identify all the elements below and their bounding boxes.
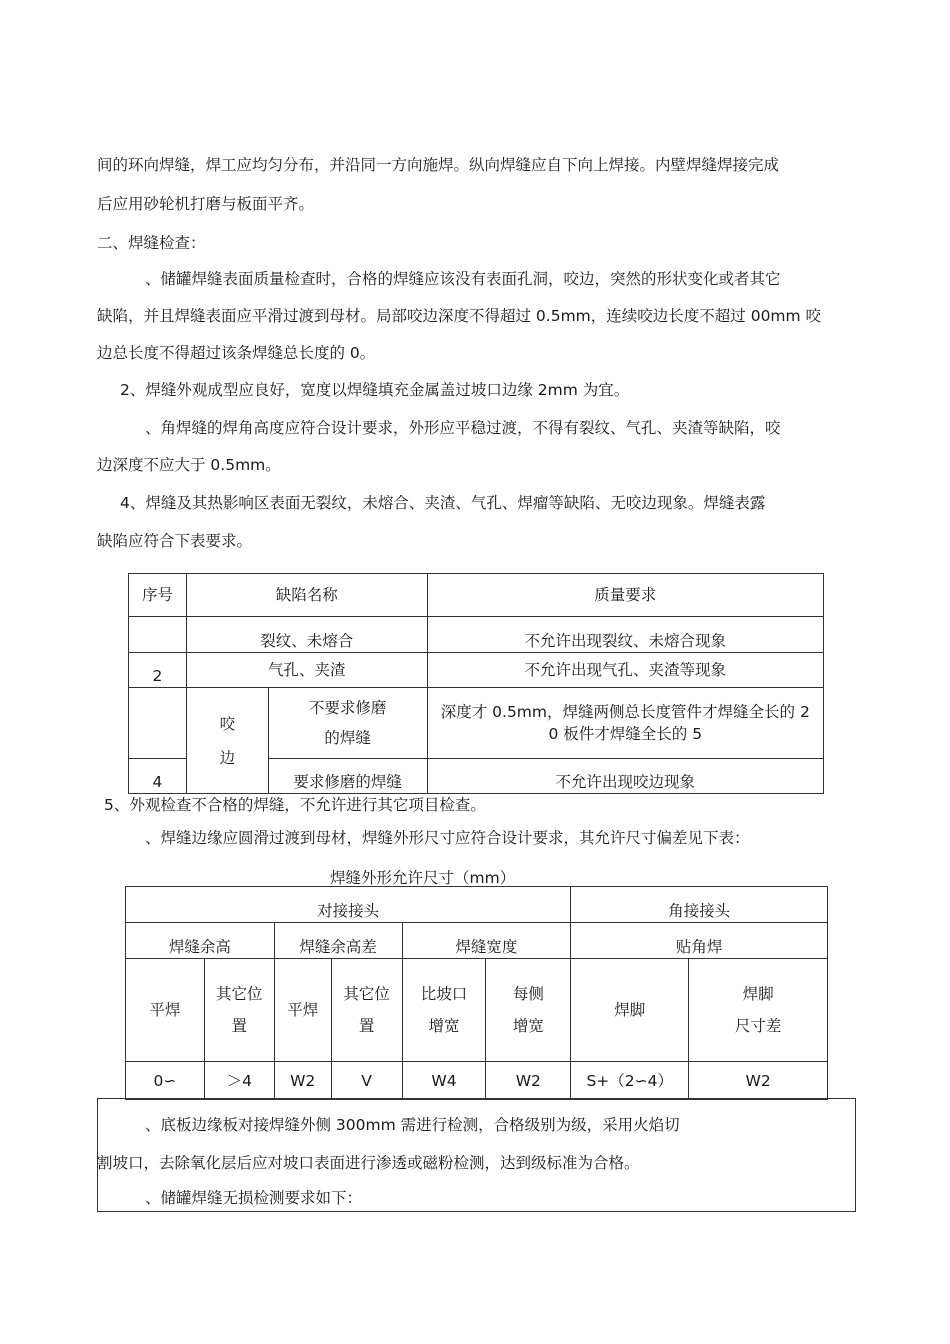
undercut-label-bottom: 边 [219, 748, 236, 767]
body-text-line: 边总长度不得超过该条焊缝总长度的 0。 [97, 344, 376, 362]
cell-line: 焊脚 [742, 985, 774, 1003]
table-cell: W2 [486, 1062, 571, 1100]
undercut-label [186, 688, 268, 794]
table-cell: ＞4 [204, 1062, 274, 1100]
cell-line: 0 板件才焊缝全长的 5 [548, 725, 703, 743]
col-header: 平焊 [274, 959, 331, 1062]
table-cell: 4 [129, 759, 187, 794]
size-table [125, 886, 828, 1100]
col-header [486, 959, 571, 1062]
body-text-line: 、储罐焊缝无损检测要求如下： [145, 1189, 363, 1207]
cell-line: 其它位 [216, 985, 263, 1003]
table-cell: V [331, 1062, 402, 1100]
col-header: 平焊 [126, 959, 205, 1062]
fillet-header: 贴角焊 [571, 923, 828, 959]
body-text-line: 间的环向焊缝，焊工应均匀分布，并沿同一方向施焊。纵向焊缝应自下向上焊接。内壁焊缝焊接完成 [97, 156, 780, 174]
col-header [689, 959, 828, 1062]
body-text-line: 后应用砂轮机打磨与板面平齐。 [97, 195, 315, 213]
table-cell [129, 688, 187, 759]
undercut-label-top: 咬 [219, 714, 236, 733]
table-title: 焊缝外形允许尺寸（mm） [330, 869, 516, 887]
butt-joint-header: 对接接头 [126, 887, 571, 923]
table-cell [268, 688, 427, 759]
cell-line: 增宽 [428, 1017, 460, 1035]
body-text-line: 割坡口，去除氧化层后应对坡口表面进行渗透或磁粉检测，达到级标准为合格。 [97, 1154, 640, 1172]
body-text-line: 2、焊缝外观成型应良好，宽度以焊缝填充金属盖过坡口边缘 2mm 为宜。 [120, 381, 630, 399]
table-cell: S+（2∽4） [571, 1062, 689, 1100]
reinforcement-diff-header: 焊缝余高差 [274, 923, 402, 959]
cell-line: 深度才 0.5mm，焊缝两侧总长度管件才焊缝全长的 2 [440, 703, 810, 721]
table-cell: 气孔、夹渣 [186, 653, 427, 688]
body-text-line: 、角焊缝的焊角高度应符合设计要求，外形应平稳过渡，不得有裂纹、气孔、夹渣等缺陷，咬 [145, 419, 781, 437]
defect-table [128, 573, 824, 794]
table-cell [129, 617, 187, 653]
col-header: 焊脚 [571, 959, 689, 1062]
body-text-line: 缺陷应符合下表要求。 [97, 532, 253, 550]
table-cell: 裂纹、未熔合 [186, 617, 427, 653]
table-cell: W4 [402, 1062, 486, 1100]
section-heading: 二、焊缝检查： [97, 234, 206, 252]
cell-line: 的焊缝 [324, 729, 371, 747]
cell-line: 增宽 [512, 1017, 544, 1035]
table-cell: 2 [129, 653, 187, 688]
table-cell: 0∽ [126, 1062, 205, 1100]
col-header [402, 959, 486, 1062]
cell-line: 每侧 [512, 985, 544, 1003]
table-cell: 不允许出现咬边现象 [427, 759, 823, 794]
width-header: 焊缝宽度 [402, 923, 571, 959]
table-cell: W2 [689, 1062, 828, 1100]
body-text-line: 边深度不应大于 0.5mm。 [97, 456, 281, 474]
body-text-line: 、底板边缘板对接焊缝外侧 300mm 需进行检测，合格级别为级，采用火焰切 [145, 1116, 680, 1134]
body-text-line: 缺陷，并且焊缝表面应平滑过渡到母材。局部咬边深度不得超过 0.5mm，连续咬边长度不超过 00mm 咬 [97, 307, 822, 325]
corner-joint-header: 角接接头 [571, 887, 828, 923]
cell-line: 其它位 [343, 985, 390, 1003]
col-header [204, 959, 274, 1062]
cell-line: 尺寸差 [734, 1017, 782, 1035]
col-header [331, 959, 402, 1062]
table-cell: W2 [274, 1062, 331, 1100]
cell-line: 置 [358, 1017, 375, 1035]
table-cell [427, 688, 823, 759]
body-text-line: 、储罐焊缝表面质量检查时，合格的焊缝应该没有表面孔洞，咬边，突然的形状变化或者其它 [145, 270, 781, 288]
body-text-line: 4、焊缝及其热影响区表面无裂纹，未熔合、夹渣、气孔、焊瘤等缺陷、无咬边现象。焊缝表露 [120, 494, 766, 512]
cell-line: 比坡口 [420, 985, 468, 1003]
reinforcement-header: 焊缝余高 [126, 923, 275, 959]
cell-line: 置 [231, 1017, 248, 1035]
header-quality-req: 质量要求 [427, 574, 823, 617]
header-defect-name: 缺陷名称 [186, 574, 427, 617]
body-text-line: 、焊缝边缘应圆滑过渡到母材，焊缝外形尺寸应符合设计要求，其允许尺寸偏差见下表： [145, 829, 750, 847]
body-text-line: 5、外观检查不合格的焊缝，不允许进行其它项目检查。 [104, 796, 486, 814]
table-cell: 要求修磨的焊缝 [268, 759, 427, 794]
header-no: 序号 [129, 574, 187, 617]
cell-line: 不要求修磨 [308, 699, 387, 717]
table-cell: 不允许出现气孔、夹渣等现象 [427, 653, 823, 688]
table-cell: 不允许出现裂纹、未熔合现象 [427, 617, 823, 653]
